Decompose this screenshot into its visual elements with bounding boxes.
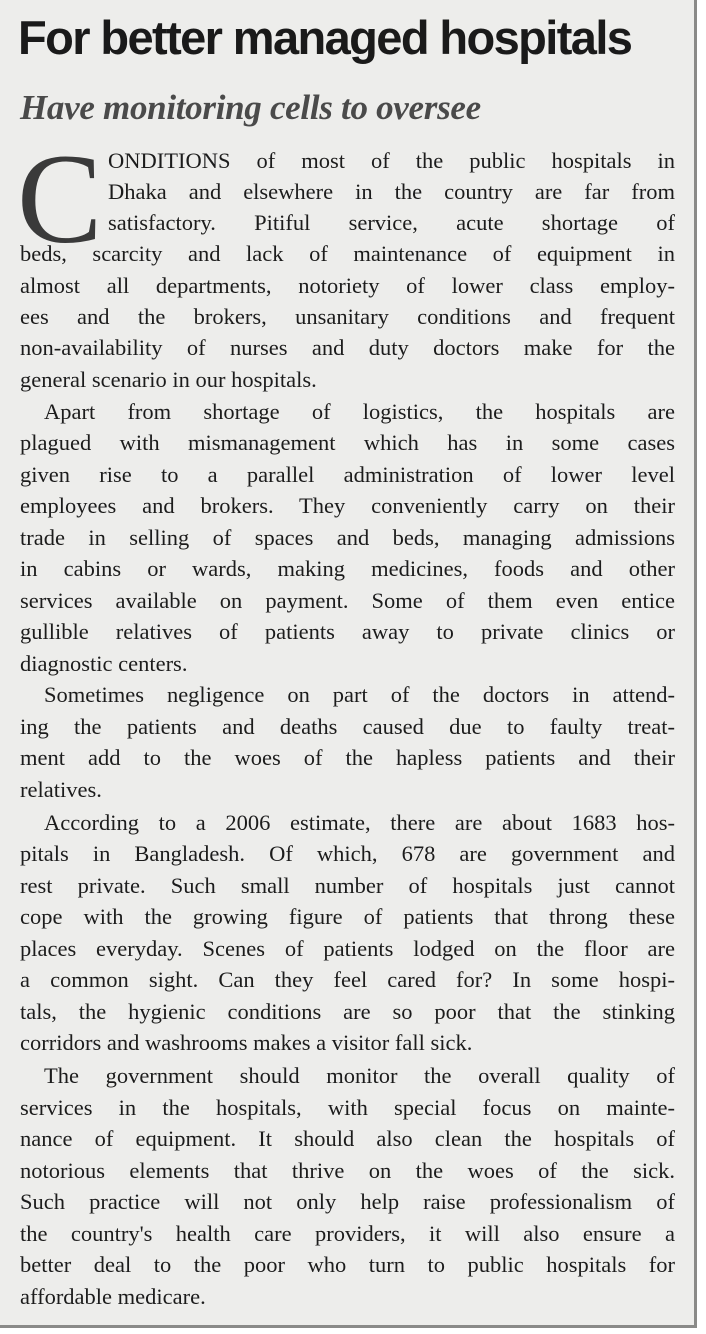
text-line: ment add to the woes of the hapless patients and their	[20, 745, 675, 770]
text-line: ees and the brokers, unsanitary conditions and frequent	[20, 304, 675, 329]
text-line: satisfactory. Pitiful service, acute shortage of	[108, 210, 675, 235]
text-line: Apart from shortage of logistics, the hospitals are	[44, 399, 675, 424]
text-line: diagnostic centers.	[20, 651, 188, 676]
text-line: nance of equipment. It should also clean the hospitals of	[20, 1126, 675, 1151]
text-line: Dhaka and elsewhere in the country are far from	[108, 179, 675, 204]
text-line: trade in selling of spaces and beds, managing admissions	[20, 525, 675, 550]
text-line: ing the patients and deaths caused due to faulty treat-	[20, 714, 675, 739]
text-line: a common sight. Can they feel cared for? In some hospi-	[20, 967, 675, 992]
text-line: ONDITIONS of most of the public hospitals in	[108, 148, 675, 173]
text-line: employees and brokers. They conveniently carry on their	[20, 493, 675, 518]
text-line: better deal to the poor who turn to public hospitals for	[20, 1252, 675, 1277]
headline: For better managed hospitals	[18, 11, 632, 64]
text-line: the country's health care providers, it will also ensure a	[20, 1221, 675, 1246]
text-line: relatives.	[20, 777, 102, 802]
text-line: services in the hospitals, with special focus on mainte-	[20, 1095, 675, 1120]
text-line: non-availability of nurses and duty doctors make for the	[20, 335, 675, 360]
text-line: gullible relatives of patients away to private clinics or	[20, 619, 675, 644]
text-line: places everyday. Scenes of patients lodged on the floor are	[20, 936, 675, 961]
text-line: cope with the growing figure of patients that throng these	[20, 904, 675, 929]
text-line: plagued with mismanagement which has in some cases	[20, 430, 675, 455]
text-line: rest private. Such small number of hospitals just cannot	[20, 873, 675, 898]
text-line: almost all departments, notoriety of lower class employ-	[20, 273, 675, 298]
text-line: notorious elements that thrive on the woes of the sick.	[20, 1158, 675, 1183]
text-line: affordable medicare.	[20, 1284, 206, 1309]
drop-cap: C	[17, 128, 103, 270]
text-line: given rise to a parallel administration of lower level	[20, 462, 675, 487]
text-line: tals, the hygienic conditions are so poor that the stinking	[20, 999, 675, 1024]
text-line: services available on payment. Some of them even entice	[20, 588, 675, 613]
text-line: corridors and washrooms makes a visitor fall sick.	[20, 1030, 473, 1055]
text-line: general scenario in our hospitals.	[20, 367, 317, 392]
text-line: beds, scarcity and lack of maintenance of equipment in	[20, 241, 675, 266]
text-line: The government should monitor the overall quality of	[44, 1063, 675, 1088]
text-line: According to a 2006 estimate, there are about 1683 hos-	[44, 810, 675, 835]
subheadline: Have monitoring cells to oversee	[20, 88, 481, 127]
text-line: in cabins or wards, making medicines, foods and other	[20, 556, 675, 581]
text-line: pitals in Bangladesh. Of which, 678 are government and	[20, 841, 675, 866]
text-line: Such practice will not only help raise professionalism of	[20, 1189, 675, 1214]
text-line: Sometimes negligence on part of the doctors in attend-	[44, 682, 675, 707]
